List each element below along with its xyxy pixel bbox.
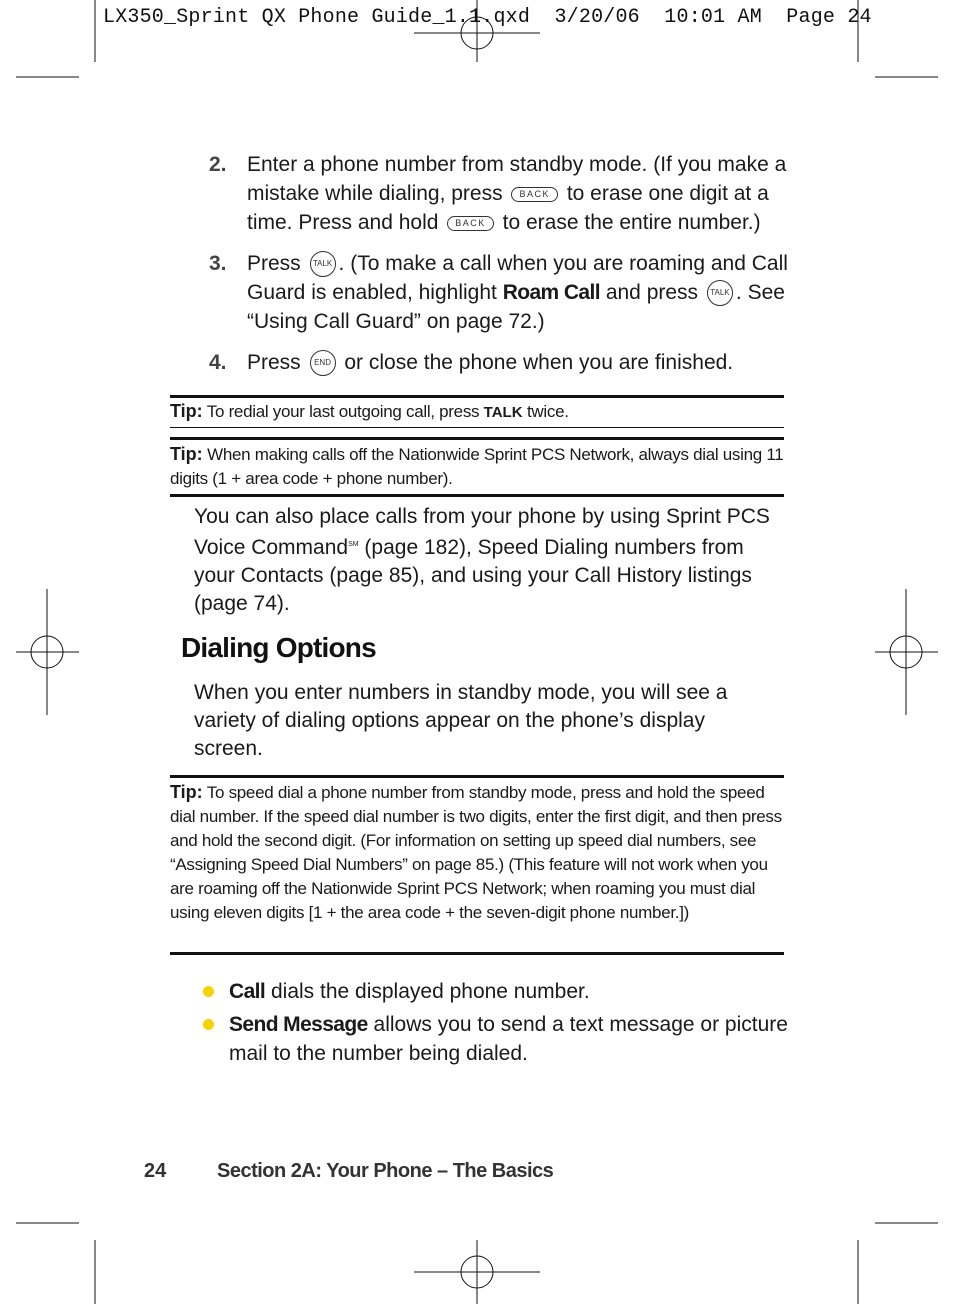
step-number: 2. (209, 153, 227, 176)
tip-label: Tip: (170, 782, 203, 802)
tip-nationwide: Tip: When making calls off the Nationwide Sprint PCS Network, always dial using 11 digits (1 + area code + phone number). (170, 444, 784, 488)
tip-label: Tip: (170, 444, 203, 464)
tip-rule-bottom (170, 427, 784, 428)
step-text: Press END or close the phone when you are finished. (247, 348, 792, 377)
section-title: Section 2A: Your Phone – The Basics (217, 1160, 554, 1182)
step-number: 4. (209, 351, 227, 374)
end-key-icon: END (310, 350, 336, 376)
tip-label: Tip: (170, 401, 203, 421)
voice-command-paragraph: You can also place calls from your phone by using Sprint PCS Voice Command℠ (page 182), Speed Dialing numbers from your Contacts (page 85), and using your Call History listings (page 74). (194, 505, 770, 615)
talk-key-icon: TALK (310, 251, 336, 277)
bullet-icon (203, 1019, 214, 1030)
step-text: Press TALK . (To make a call when you are roaming and Call Guard is enabled, highlight Roam Call and press TALK . See “Using Call Guard” on page 72.) (247, 252, 788, 333)
tip-speed-dial: Tip: To speed dial a phone number from standby mode, press and hold the speed dial number. If the speed dial number is two digits, enter the first digit, and then press and hold the second digit. (For information on setting up speed dial numbers, see “Assigning Speed Dial Numbers” on page 85.) (This feature will not work when you are roaming off the Nationwide Sprint PCS Network; when roaming you must dial using eleven digits [1 + the area code + the seven-digit phone number.]) (170, 782, 782, 922)
tip-rule-top (170, 395, 784, 398)
tip-rule-bottom (170, 952, 784, 955)
bullet-icon (203, 986, 214, 997)
page-number: 24 (144, 1160, 167, 1182)
back-key-icon: BACK (447, 216, 494, 231)
roam-call-label: Roam Call (502, 281, 600, 304)
section-heading: Dialing Options (181, 632, 376, 663)
back-key-icon: BACK (511, 187, 558, 202)
tip-rule-top (170, 775, 784, 778)
service-mark: SM (348, 541, 359, 548)
option-name: Call (229, 980, 266, 1003)
tip-redial: Tip: To redial your last outgoing call, press TALK twice. (170, 401, 569, 421)
talk-key-icon: TALK (707, 280, 733, 306)
tip-rule-bottom (170, 494, 784, 497)
step-text: Enter a phone number from standby mode. (If you make a mistake while dialing, press BACK to erase one digit at a time. Press and hold BACK to erase the entire number.) (247, 153, 787, 234)
option-name: Send Message (229, 1013, 368, 1036)
talk-key-label: TALK (483, 404, 523, 421)
step-number: 3. (209, 252, 227, 275)
print-slug: LX350_Sprint QX Phone Guide_1.1.qxd 3/20/06 10:01 AM Page 24 (103, 6, 872, 29)
intro-paragraph: When you enter numbers in standby mode, you will see a variety of dialing options appear on the phone’s display screen. (194, 681, 728, 760)
tip-rule-top (170, 437, 784, 440)
